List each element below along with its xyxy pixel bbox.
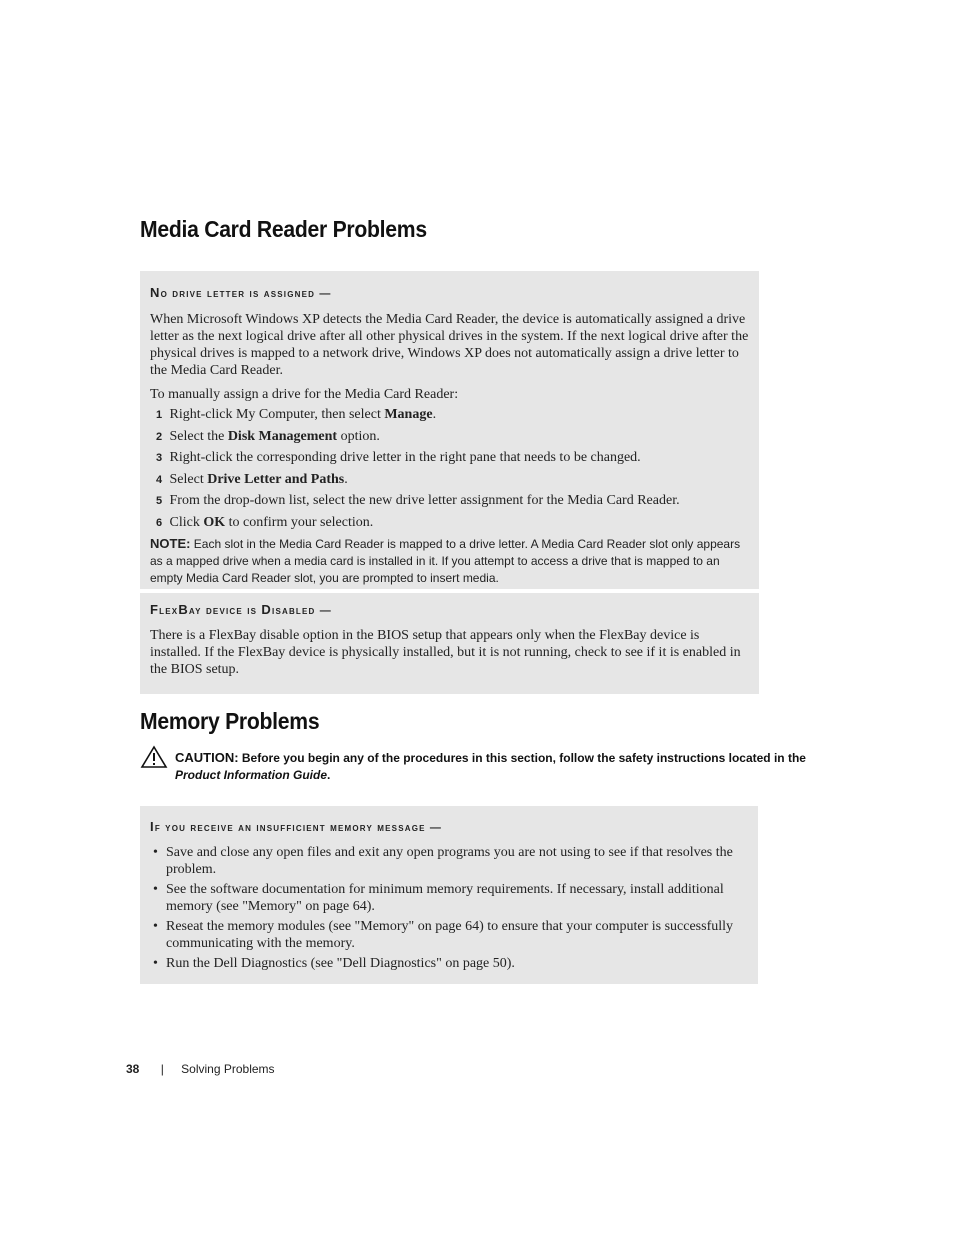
paragraph: When Microsoft Windows XP detects the Media Card Reader, the device is automatically assigned a drive letter as the next logical drive after all other physical drives in the system. If the next logical drive after the physical drives is mapped to a network drive, Windows XP does not automatically assign a drive letter to the Media Card Reader. (150, 312, 749, 378)
troubleshooting-box-drive-letter (140, 271, 759, 589)
footer-section-name: Solving Problems (181, 1062, 275, 1076)
step-item: 4 Select Drive Letter and Paths. (156, 471, 348, 487)
caution-text: CAUTION: Before you begin any of the procedures in this section, follow the safety instructions located in the Product Information Guide. (175, 750, 806, 782)
bullet-item: • See the software documentation for minimum memory requirements. If necessary, install additional memory (see "Memory" on page 64). (153, 882, 724, 914)
step-item: 3 Right-click the corresponding drive letter in the right pane that needs to be changed. (156, 450, 641, 465)
step-item: 1 Right-click My Computer, then select Manage. (156, 407, 437, 422)
box-heading: FlexBay device is Disabled — (150, 602, 332, 617)
box-heading: If you receive an insufficient memory message — (150, 819, 443, 834)
bullet-item: • Reseat the memory modules (see "Memory" on page 64) to ensure that your computer is successfully communicating with the memory. (153, 919, 734, 951)
footer-separator: | (160, 1062, 164, 1076)
paragraph: There is a FlexBay disable option in the BIOS setup that appears only when the FlexBay device is installed. If the FlexBay device is physically installed, but it is not running, check to see if it is enabled in the BIOS setup. (150, 628, 741, 677)
bullet-item: • Save and close any open files and exit any open programs you are not using to see if that resolves the problem. (153, 845, 733, 877)
bullet-list (150, 844, 748, 972)
step-item: 6 Click OK to confirm your selection. (156, 514, 374, 530)
step-item: 5 From the drop-down list, select the new drive letter assignment for the Media Card Reader. (156, 493, 680, 508)
paragraph: To manually assign a drive for the Media Card Reader: (150, 387, 459, 402)
section-title-memory-problems: Memory Problems (140, 708, 320, 734)
page-footer (126, 1062, 275, 1076)
box-heading: No drive letter is assigned — (150, 285, 332, 300)
caution-triangle-icon (140, 745, 168, 769)
caution-notice (140, 745, 820, 782)
step-list (150, 406, 749, 532)
step-item: 2 Select the Disk Management option. (156, 428, 380, 444)
bullet-item: • Run the Dell Diagnostics (see "Dell Diagnostics" on page 50). (153, 956, 515, 971)
troubleshooting-box-memory (140, 806, 758, 984)
note: NOTE: Each slot in the Media Card Reader is mapped to a drive letter. A Media Card Reader slot only appears as a mapped drive when a media card is installed in it. If you attempt to access a drive that is mapped to an empty Media Card Reader slot, you are prompted to insert media. (150, 536, 741, 585)
page-number: 38 (126, 1062, 140, 1076)
troubleshooting-box-flexbay (140, 593, 759, 694)
section-title-media-card-reader: Media Card Reader Problems (140, 216, 427, 242)
